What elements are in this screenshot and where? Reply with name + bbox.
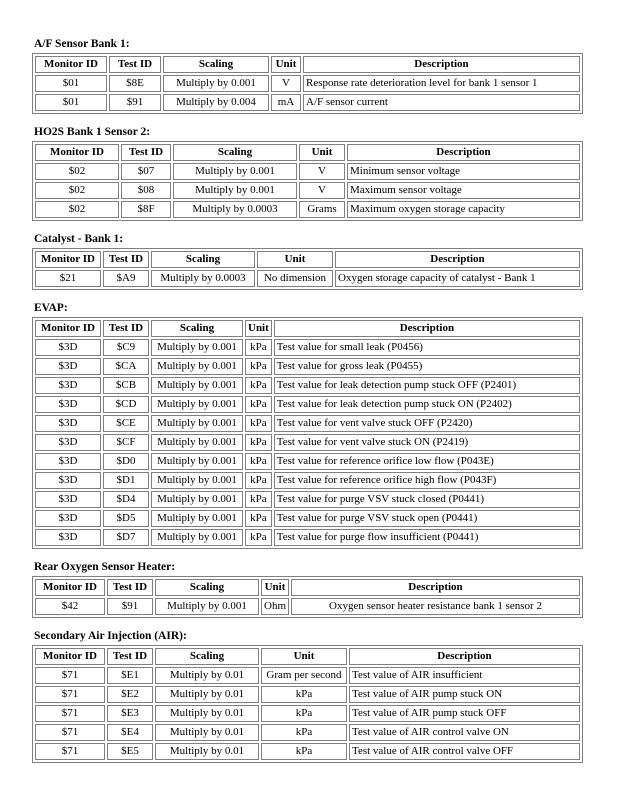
header-test-id: Test ID (103, 251, 149, 268)
header-unit: Unit (261, 648, 347, 665)
cell-description: Test value for small leak (P0456) (274, 339, 580, 356)
cell-monitor-id: $71 (35, 705, 105, 722)
header-monitor-id: Monitor ID (35, 320, 101, 337)
cell-description: Test value for vent valve stuck OFF (P2420) (274, 415, 580, 432)
cell-description: Test value for reference orifice high flow (P043F) (274, 472, 580, 489)
cell-unit: Ohm (261, 598, 289, 615)
cell-scaling: Multiply by 0.001 (151, 415, 243, 432)
monitor-table (32, 576, 583, 618)
monitor-table (32, 317, 583, 549)
table-row (35, 510, 580, 527)
header-unit: Unit (299, 144, 345, 161)
cell-unit: kPa (245, 339, 272, 356)
cell-scaling: Multiply by 0.001 (155, 598, 259, 615)
cell-description: Test value for leak detection pump stuck OFF (P2401) (274, 377, 580, 394)
cell-unit: kPa (245, 396, 272, 413)
cell-scaling: Multiply by 0.001 (151, 396, 243, 413)
cell-test-id: $CE (103, 415, 149, 432)
header-unit: Unit (271, 56, 301, 73)
cell-scaling: Multiply by 0.001 (151, 434, 243, 451)
cell-scaling: Multiply by 0.004 (163, 94, 269, 111)
cell-test-id: $91 (107, 598, 153, 615)
table-row (35, 163, 580, 180)
table-row (35, 472, 580, 489)
cell-description: A/F sensor current (303, 94, 580, 111)
cell-unit: kPa (245, 529, 272, 546)
cell-description: Maximum sensor voltage (347, 182, 580, 199)
cell-description: Test value for vent valve stuck ON (P2419) (274, 434, 580, 451)
cell-description: Minimum sensor voltage (347, 163, 580, 180)
cell-monitor-id: $02 (35, 201, 119, 218)
cell-scaling: Multiply by 0.01 (155, 667, 259, 684)
header-description: Description (291, 579, 580, 596)
header-test-id: Test ID (121, 144, 171, 161)
cell-unit: kPa (261, 705, 347, 722)
cell-unit: kPa (261, 743, 347, 760)
table-row (35, 415, 580, 432)
cell-monitor-id: $3D (35, 472, 101, 489)
cell-test-id: $08 (121, 182, 171, 199)
cell-scaling: Multiply by 0.001 (151, 510, 243, 527)
cell-unit: V (299, 163, 345, 180)
cell-description: Test value of AIR control valve OFF (349, 743, 580, 760)
cell-test-id: $CB (103, 377, 149, 394)
cell-unit: kPa (261, 724, 347, 741)
header-monitor-id: Monitor ID (35, 251, 101, 268)
cell-test-id: $D7 (103, 529, 149, 546)
cell-scaling: Multiply by 0.0003 (151, 270, 255, 287)
section-catalyst-bank-1 (34, 232, 584, 290)
table-row (35, 598, 580, 615)
cell-test-id: $8F (121, 201, 171, 218)
cell-unit: kPa (261, 686, 347, 703)
cell-monitor-id: $01 (35, 94, 107, 111)
cell-test-id: $E4 (107, 724, 153, 741)
cell-monitor-id: $3D (35, 434, 101, 451)
cell-monitor-id: $3D (35, 358, 101, 375)
cell-monitor-id: $3D (35, 529, 101, 546)
cell-unit: Grams (299, 201, 345, 218)
header-unit: Unit (257, 251, 333, 268)
cell-scaling: Multiply by 0.01 (155, 686, 259, 703)
table-row (35, 75, 580, 92)
cell-scaling: Multiply by 0.001 (151, 472, 243, 489)
cell-description: Response rate deterioration level for bank 1 sensor 1 (303, 75, 580, 92)
cell-test-id: $CA (103, 358, 149, 375)
cell-test-id: $CD (103, 396, 149, 413)
header-monitor-id: Monitor ID (35, 579, 105, 596)
cell-monitor-id: $02 (35, 163, 119, 180)
cell-test-id: $E1 (107, 667, 153, 684)
section-title: Secondary Air Injection (AIR): (34, 630, 187, 642)
cell-unit: Gram per second (261, 667, 347, 684)
cell-monitor-id: $3D (35, 396, 101, 413)
header-monitor-id: Monitor ID (35, 56, 107, 73)
cell-unit: kPa (245, 491, 272, 508)
cell-monitor-id: $3D (35, 510, 101, 527)
cell-test-id: $E5 (107, 743, 153, 760)
cell-test-id: $C9 (103, 339, 149, 356)
cell-scaling: Multiply by 0.01 (155, 724, 259, 741)
cell-monitor-id: $3D (35, 453, 101, 470)
monitor-table (32, 645, 583, 763)
cell-description: Test value of AIR insufficient (349, 667, 580, 684)
cell-description: Test value for reference orifice low flow (P043E) (274, 453, 580, 470)
cell-monitor-id: $71 (35, 686, 105, 703)
cell-unit: kPa (245, 510, 272, 527)
table-row (35, 270, 580, 287)
section-title: A/F Sensor Bank 1: (34, 38, 130, 50)
header-unit: Unit (261, 579, 289, 596)
cell-description: Test value for purge VSV stuck closed (P0441) (274, 491, 580, 508)
cell-test-id: $8E (109, 75, 161, 92)
cell-test-id: $91 (109, 94, 161, 111)
cell-scaling: Multiply by 0.001 (151, 339, 243, 356)
cell-description: Oxygen storage capacity of catalyst - Bank 1 (335, 270, 580, 287)
cell-description: Test value of AIR control valve ON (349, 724, 580, 741)
cell-monitor-id: $3D (35, 377, 101, 394)
cell-description: Test value for purge VSV stuck open (P0441) (274, 510, 580, 527)
cell-unit: kPa (245, 415, 272, 432)
table-row (35, 686, 580, 703)
cell-scaling: Multiply by 0.001 (151, 453, 243, 470)
header-scaling: Scaling (151, 320, 243, 337)
table-row (35, 396, 580, 413)
cell-monitor-id: $71 (35, 667, 105, 684)
table-row (35, 705, 580, 722)
cell-monitor-id: $01 (35, 75, 107, 92)
cell-scaling: Multiply by 0.001 (163, 75, 269, 92)
cell-scaling: Multiply by 0.001 (151, 377, 243, 394)
cell-scaling: Multiply by 0.001 (173, 182, 297, 199)
table-row (35, 491, 580, 508)
header-description: Description (274, 320, 580, 337)
cell-test-id: $E3 (107, 705, 153, 722)
section-rear-oxygen-sensor-heater (34, 560, 584, 618)
header-test-id: Test ID (109, 56, 161, 73)
cell-test-id: $CF (103, 434, 149, 451)
cell-scaling: Multiply by 0.01 (155, 743, 259, 760)
header-description: Description (349, 648, 580, 665)
cell-monitor-id: $02 (35, 182, 119, 199)
cell-description: Test value for purge flow insufficient (P0441) (274, 529, 580, 546)
table-row (35, 667, 580, 684)
cell-description: Test value of AIR pump stuck ON (349, 686, 580, 703)
cell-unit: kPa (245, 358, 272, 375)
section-title: Rear Oxygen Sensor Heater: (34, 561, 176, 573)
table-header-row (35, 648, 580, 665)
table-header-row (35, 320, 580, 337)
cell-scaling: Multiply by 0.001 (151, 529, 243, 546)
table-row (35, 724, 580, 741)
monitor-table (32, 53, 583, 114)
section-secondary-air-injection (34, 629, 584, 763)
header-scaling: Scaling (151, 251, 255, 268)
cell-test-id: $D5 (103, 510, 149, 527)
cell-unit: V (271, 75, 301, 92)
cell-monitor-id: $71 (35, 743, 105, 760)
cell-unit: mA (271, 94, 301, 111)
table-row (35, 434, 580, 451)
header-test-id: Test ID (107, 648, 153, 665)
cell-monitor-id: $3D (35, 415, 101, 432)
cell-test-id: $E2 (107, 686, 153, 703)
header-scaling: Scaling (155, 579, 259, 596)
header-monitor-id: Monitor ID (35, 144, 119, 161)
monitor-table (32, 141, 583, 221)
cell-monitor-id: $42 (35, 598, 105, 615)
table-header-row (35, 144, 580, 161)
cell-unit: kPa (245, 453, 272, 470)
table-header-row (35, 251, 580, 268)
table-row (35, 377, 580, 394)
cell-test-id: $07 (121, 163, 171, 180)
cell-description: Test value for leak detection pump stuck ON (P2402) (274, 396, 580, 413)
cell-unit: kPa (245, 377, 272, 394)
table-row (35, 743, 580, 760)
cell-scaling: Multiply by 0.01 (155, 705, 259, 722)
header-description: Description (335, 251, 580, 268)
header-scaling: Scaling (173, 144, 297, 161)
cell-test-id: $A9 (103, 270, 149, 287)
table-header-row (35, 56, 580, 73)
header-description: Description (303, 56, 580, 73)
header-scaling: Scaling (155, 648, 259, 665)
cell-monitor-id: $3D (35, 339, 101, 356)
table-row (35, 201, 580, 218)
header-scaling: Scaling (163, 56, 269, 73)
cell-test-id: $D4 (103, 491, 149, 508)
cell-test-id: $D0 (103, 453, 149, 470)
cell-description: Test value for gross leak (P0455) (274, 358, 580, 375)
cell-scaling: Multiply by 0.001 (173, 163, 297, 180)
cell-unit: kPa (245, 434, 272, 451)
table-row (35, 358, 580, 375)
table-row (35, 529, 580, 546)
cell-scaling: Multiply by 0.001 (151, 358, 243, 375)
monitor-table (32, 248, 583, 290)
cell-scaling: Multiply by 0.0003 (173, 201, 297, 218)
cell-monitor-id: $21 (35, 270, 101, 287)
cell-unit: kPa (245, 472, 272, 489)
header-test-id: Test ID (107, 579, 153, 596)
section-evap (34, 301, 584, 549)
cell-monitor-id: $71 (35, 724, 105, 741)
table-row (35, 94, 580, 111)
table-row (35, 339, 580, 356)
cell-monitor-id: $3D (35, 491, 101, 508)
header-description: Description (347, 144, 580, 161)
cell-description: Test value of AIR pump stuck OFF (349, 705, 580, 722)
section-title: Catalyst - Bank 1: (34, 233, 124, 245)
cell-test-id: $D1 (103, 472, 149, 489)
cell-unit: V (299, 182, 345, 199)
table-header-row (35, 579, 580, 596)
table-row (35, 182, 580, 199)
section-title: HO2S Bank 1 Sensor 2: (34, 126, 151, 138)
header-monitor-id: Monitor ID (35, 648, 105, 665)
cell-unit: No dimension (257, 270, 333, 287)
section-af-sensor-bank-1 (34, 37, 584, 114)
table-row (35, 453, 580, 470)
section-ho2s-bank-1-sensor-2 (34, 125, 584, 221)
header-unit: Unit (245, 320, 272, 337)
cell-description: Oxygen sensor heater resistance bank 1 sensor 2 (291, 598, 580, 615)
section-title: EVAP: (34, 302, 68, 314)
header-test-id: Test ID (103, 320, 149, 337)
cell-scaling: Multiply by 0.001 (151, 491, 243, 508)
cell-description: Maximum oxygen storage capacity (347, 201, 580, 218)
